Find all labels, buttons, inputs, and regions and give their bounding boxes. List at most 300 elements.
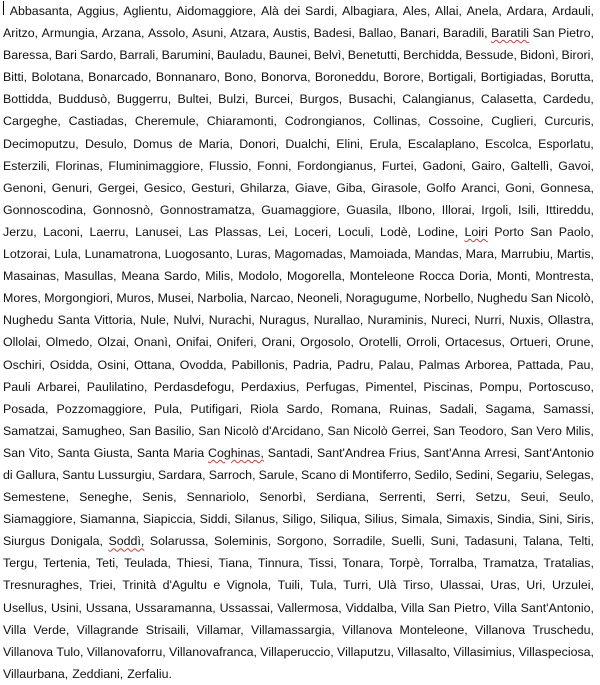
word: Oniferi, [216,335,257,350]
word: Talana, [522,534,563,549]
word: Tula, [309,578,337,593]
word: Baressa, [3,48,52,63]
word: Birori, [561,48,594,63]
word: Sardara, [158,467,206,482]
word: Lunamatrona, [84,247,162,262]
word: Scano [301,467,337,482]
word: Mara, [465,247,498,262]
word: Sardo, [286,401,323,416]
word: Santu [62,467,95,482]
word: Lussurgiu, [97,467,155,482]
word: Paolo, [558,224,594,239]
word: Albagiara, [342,4,398,18]
word: Verde, [33,622,70,637]
word: Nicolò [353,423,388,438]
text-line [3,398,594,420]
word: Villa [493,600,517,615]
word: Nurachi, [208,313,255,328]
word: Calangianus, [402,92,475,107]
word: Orotelli, [358,335,402,350]
word: Uras, [490,578,520,593]
word: Sedini, [455,467,494,482]
word: Ollastra, [547,313,594,328]
word: Olzai, [97,335,130,350]
word: Gadoni, [422,158,466,173]
word: Baradili, [442,26,488,41]
text-line [3,464,594,486]
word: Atzara, [230,26,270,41]
word: Sennariolo, [186,490,250,505]
word: Nulvi, [173,313,205,328]
word: Noragugume, [345,291,421,306]
word: Osidda, [49,357,93,372]
word: Bono, [224,70,257,85]
word: Ulassai, [439,578,484,593]
word: Palmas [418,357,460,372]
word: Villa [400,600,425,615]
word: Paulilatino, [86,379,148,394]
word: Ballao, [358,26,397,41]
word: Illorai, [441,202,475,217]
word: Villanova [3,644,54,659]
word: Gonnoscodina, [3,202,87,217]
word: Villamar, [196,622,244,637]
word: Usini, [50,600,82,615]
word: Ardara, [506,4,548,18]
word: Arborea, [464,357,513,372]
word: Sini, [538,512,563,527]
text-line [3,155,594,177]
word: Simala, [401,512,443,527]
word: e [213,578,221,593]
word: Benetutti, [347,48,401,63]
word: Sedilo, [414,467,453,482]
word: Thiesi, [176,556,213,571]
word: Porto [494,224,524,239]
text-line [3,331,594,353]
word: Zeddiani, [72,666,124,681]
word: Luogosanto, [164,247,233,262]
word: Badesi, [313,26,356,41]
word: d'Arcidano, [262,423,324,438]
word: Gonnesa, [540,180,594,195]
word: Allai, [435,4,462,18]
word: Burcei, [254,92,294,107]
word: Villaurbana, [3,666,69,681]
word: Goni, [505,180,535,195]
word: Collinas, [373,114,421,129]
word: Truschedu, [532,622,594,637]
word: Nughedu [3,313,54,328]
word: Irgoli, [481,202,512,217]
word: Ussaramanna, [135,600,216,615]
word: Bauladu, [216,48,266,63]
word: Perdaxius, [240,379,300,394]
word: Lodine, [417,224,459,239]
word: Mogorella, [287,269,345,284]
word: Frius, [388,445,420,460]
word: Osini, [97,357,130,372]
word: San [530,224,553,239]
word: Gesturi, [191,180,235,195]
word: Orroli, [406,335,441,350]
word: Giave, [295,180,331,195]
word: Bolotana, [31,70,84,85]
word: Buggerru, [116,92,172,107]
word: Cheremule, [134,114,199,129]
word: Vittoria, [94,313,137,328]
word: Ittireddu, [545,202,594,217]
word: Pula, [154,401,183,416]
word: Santadi, [267,445,314,460]
word: Lodè, [380,224,412,239]
word: Villaspeciosa, [518,644,594,659]
word: Villanova [475,622,526,637]
word: Magomadas, [274,247,347,262]
word: Escolca, [485,136,532,151]
word: San [530,291,553,306]
word: Domus [133,136,173,151]
word: Sadali, [439,401,478,416]
text-line [3,177,594,199]
word: Narbolia, [197,291,247,306]
word: Perfugas, [305,379,359,394]
word: Aidomaggiore, [176,4,257,18]
text-line [3,110,594,132]
word: Arresi, [484,445,521,460]
word: Triei, [88,578,116,593]
word: Nicolò, [556,291,594,306]
word: Doria, [459,269,493,284]
word: Gesico, [143,180,186,195]
word: Bessude, [465,48,517,63]
word: Pimentel, [365,379,417,394]
word: Banari, [400,26,440,41]
word: Morgongiori, [44,291,114,306]
word: Tinnura, [257,556,303,571]
word: Monteleone [349,269,415,284]
text-line [3,287,594,309]
word: San [532,26,555,41]
word: Ulà [377,578,397,593]
word: Pietro, [453,600,490,615]
spellcheck-flagged-word: Baratili [491,26,529,41]
word: Tadasuni, [464,534,518,549]
word: Bortigali, [428,70,477,85]
word: Samassi, [542,401,594,416]
word: Ussassai, [219,600,274,615]
word: Nuraminis, [367,313,427,328]
word: Loculi, [337,224,374,239]
word: Samatzai, [3,423,59,438]
word: Piscinas, [423,379,473,394]
word: Laerru, [89,224,129,239]
word: Gergei, [97,180,139,195]
word: Codrongianos, [284,114,366,129]
text-line [3,199,594,221]
word: Martis, [556,247,594,262]
word: Bortigiadas, [480,70,547,85]
text-line [3,376,594,398]
word: Siris, [566,512,594,527]
word: Vero [536,423,562,438]
word: Nuragus, [259,313,310,328]
word: Nurri, [474,313,505,328]
word: Arzana, [101,26,145,41]
text-line [3,619,594,641]
word: Nicolò [224,423,259,438]
word: Maria [173,445,205,460]
text-line [3,508,594,530]
word: Alà [261,4,279,18]
text-line [3,420,594,442]
word: Pozzomaggiore, [56,401,147,416]
word: Gerrei, [391,423,430,438]
word: Lula, [54,247,81,262]
word: Aranci, [461,180,500,195]
word: Villaputzu, [337,644,394,659]
word: San [327,423,350,438]
word: Loceri, [294,224,332,239]
word: Padria, [292,357,333,372]
text-line [3,309,594,331]
word: Ovodda, [179,357,227,372]
text-line [3,663,594,685]
word: Desulo, [84,136,127,151]
word: Abbasanta, [9,4,73,18]
word: Siurgus [3,534,46,549]
word: Bonnanaro, [155,70,220,85]
word: Simaxis, [446,512,494,527]
word: Pabillonis, [231,357,288,372]
word: Las [188,224,209,239]
word: Villasalto, [397,644,451,659]
word: Dualchi, [285,136,331,151]
word: Sardi, [305,4,338,18]
word: Semestene, [3,490,70,505]
word: Olmedo, [45,335,93,350]
word: Modolo, [238,269,283,284]
word: Senis, [142,490,177,505]
word: Teti, [95,556,119,571]
word: Calasetta, [480,92,537,107]
word: Nurallao, [313,313,364,328]
word: Bari [54,48,77,63]
word: Padru, [337,357,374,372]
word: Putifigari, [190,401,243,416]
word: Gairo, [471,158,506,173]
word: Torralba, [428,556,478,571]
word: Arbarei, [36,379,81,394]
word: Ussana, [85,600,132,615]
word: Serrenti, [379,490,426,505]
word: Ottana, [134,357,175,372]
word: Masullas, [64,269,117,284]
word: Belvì, [313,48,345,63]
word: Tulo, [56,644,84,659]
word: Perdasdefogu, [153,379,235,394]
word: Orune, [556,335,594,350]
word: Onanì, [134,335,172,350]
word: Anela, [466,4,502,18]
text-line [3,597,594,619]
word: Siddi, [199,512,231,527]
word: Serri, [435,490,466,505]
word: Teulada, [124,556,171,571]
word: Ortacesus, [445,335,505,350]
word: Asuni, [192,26,227,41]
word: Borutta, [550,70,594,85]
word: Zerfaliu. [127,666,172,681]
spellcheck-flagged-word: Soddì, [108,534,145,549]
word: Cuglieri, [491,114,537,129]
word: Milis, [205,269,234,284]
word: Montresta, [535,269,594,284]
text-line [3,221,594,243]
word: Ruinas, [389,401,432,416]
word: Sarule, [258,467,298,482]
word: Donori, [239,136,280,151]
word: Bonorva, [260,70,311,85]
word: Meana [121,269,160,284]
word: Orani, [261,335,296,350]
word: Plassas, [214,224,262,239]
word: Ilbono, [398,202,436,217]
word: Montiferro, [352,467,412,482]
word: Lanusei, [135,224,182,239]
word: Bonarcado, [88,70,152,85]
word: Musei, [157,291,195,306]
spellcheck-flagged-word: Loiri [464,224,488,239]
word: Laconi, [43,224,84,239]
word: Galtellì, [510,158,553,173]
text-line [3,44,594,66]
text-line [3,88,594,110]
word: Turri, [343,578,372,593]
word: Ghilarza, [240,180,290,195]
word: Erula, [369,136,402,151]
word: Monteleone, [399,622,468,637]
word: de [178,136,193,151]
word: Villanovafranca, [169,644,257,659]
word: Sant'Andrea [317,445,385,460]
word: Ales, [402,4,431,18]
text-line [3,354,594,376]
text-line [3,0,594,22]
word: Nureci, [431,313,471,328]
word: Seneghe, [79,490,133,505]
word: Gallura, [15,467,60,482]
word: Bidonì, [519,48,559,63]
word: Posada, [3,401,49,416]
word: Elini, [336,136,364,151]
word: Marrubiu, [500,247,554,262]
word: Pau, [568,357,594,372]
word: Palau, [378,357,414,372]
document-body[interactable] [3,0,594,685]
word: Castiadas, [68,114,128,129]
word: Villanovaforru, [86,644,166,659]
word: Pompu, [479,379,523,394]
word: Villamassargia, [251,622,335,637]
word: Isili, [517,202,540,217]
word: Gonnostramatza, [159,202,255,217]
word: Usellus, [3,600,48,615]
word: San [198,423,221,438]
word: Mores, [3,291,41,306]
word: Silius, [364,512,398,527]
word: Pauli [3,379,31,394]
word: Serdiana, [316,490,370,505]
word: Siapiccia, [142,512,196,527]
text-line [3,574,594,596]
word: Monti, [496,269,531,284]
word: Sardo, [163,269,201,284]
word: d'Agultu [162,578,207,593]
word: San [128,423,151,438]
word: Cargeghe, [3,114,61,129]
text-line [3,442,594,464]
word: Golfo [426,180,456,195]
word: Guasila, [346,202,392,217]
word: Villasimius, [453,644,516,659]
word: San [3,445,26,460]
word: Borore, [383,70,424,85]
word: Viddalba, [345,600,398,615]
word: San [432,423,455,438]
text-line [3,66,594,88]
word: Suelli, [391,534,425,549]
word: Nule, [140,313,170,328]
word: Villagrande [76,622,139,637]
word: Soleminis, [214,534,272,549]
text-cursor [3,1,4,15]
word: Ollolai, [3,335,41,350]
word: di [339,467,349,482]
word: Barrali, [119,48,159,63]
word: Barumini, [161,48,214,63]
word: Segariu, [496,467,543,482]
word: Senorbì, [259,490,307,505]
word: Selegas, [545,467,594,482]
word: Bitti, [3,70,28,85]
word: San [427,600,451,615]
word: Tertenia, [42,556,91,571]
text-line [3,530,594,552]
word: Sant'Antonio [524,445,594,460]
word: Fordongianus, [297,158,377,173]
word: Suni, [430,534,459,549]
word: Tramatza, [482,556,538,571]
word: dei [283,4,301,18]
word: Mandas, [414,247,463,262]
word: Portoscuso, [528,379,594,394]
word: Mamoiada, [349,247,411,262]
word: Esterzili, [3,158,50,173]
word: Santa [57,313,90,328]
word: Burgos, [299,92,343,107]
word: Guamaggiore, [261,202,340,217]
word: Giba, [336,180,366,195]
word: Telti, [568,534,594,549]
word: Baunei, [268,48,311,63]
word: Ortueri, [509,335,552,350]
word: Basilio, [154,423,195,438]
word: San [510,423,533,438]
word: Armungia, [41,26,99,41]
word: Sorradile, [332,534,386,549]
word: Riola [250,401,279,416]
